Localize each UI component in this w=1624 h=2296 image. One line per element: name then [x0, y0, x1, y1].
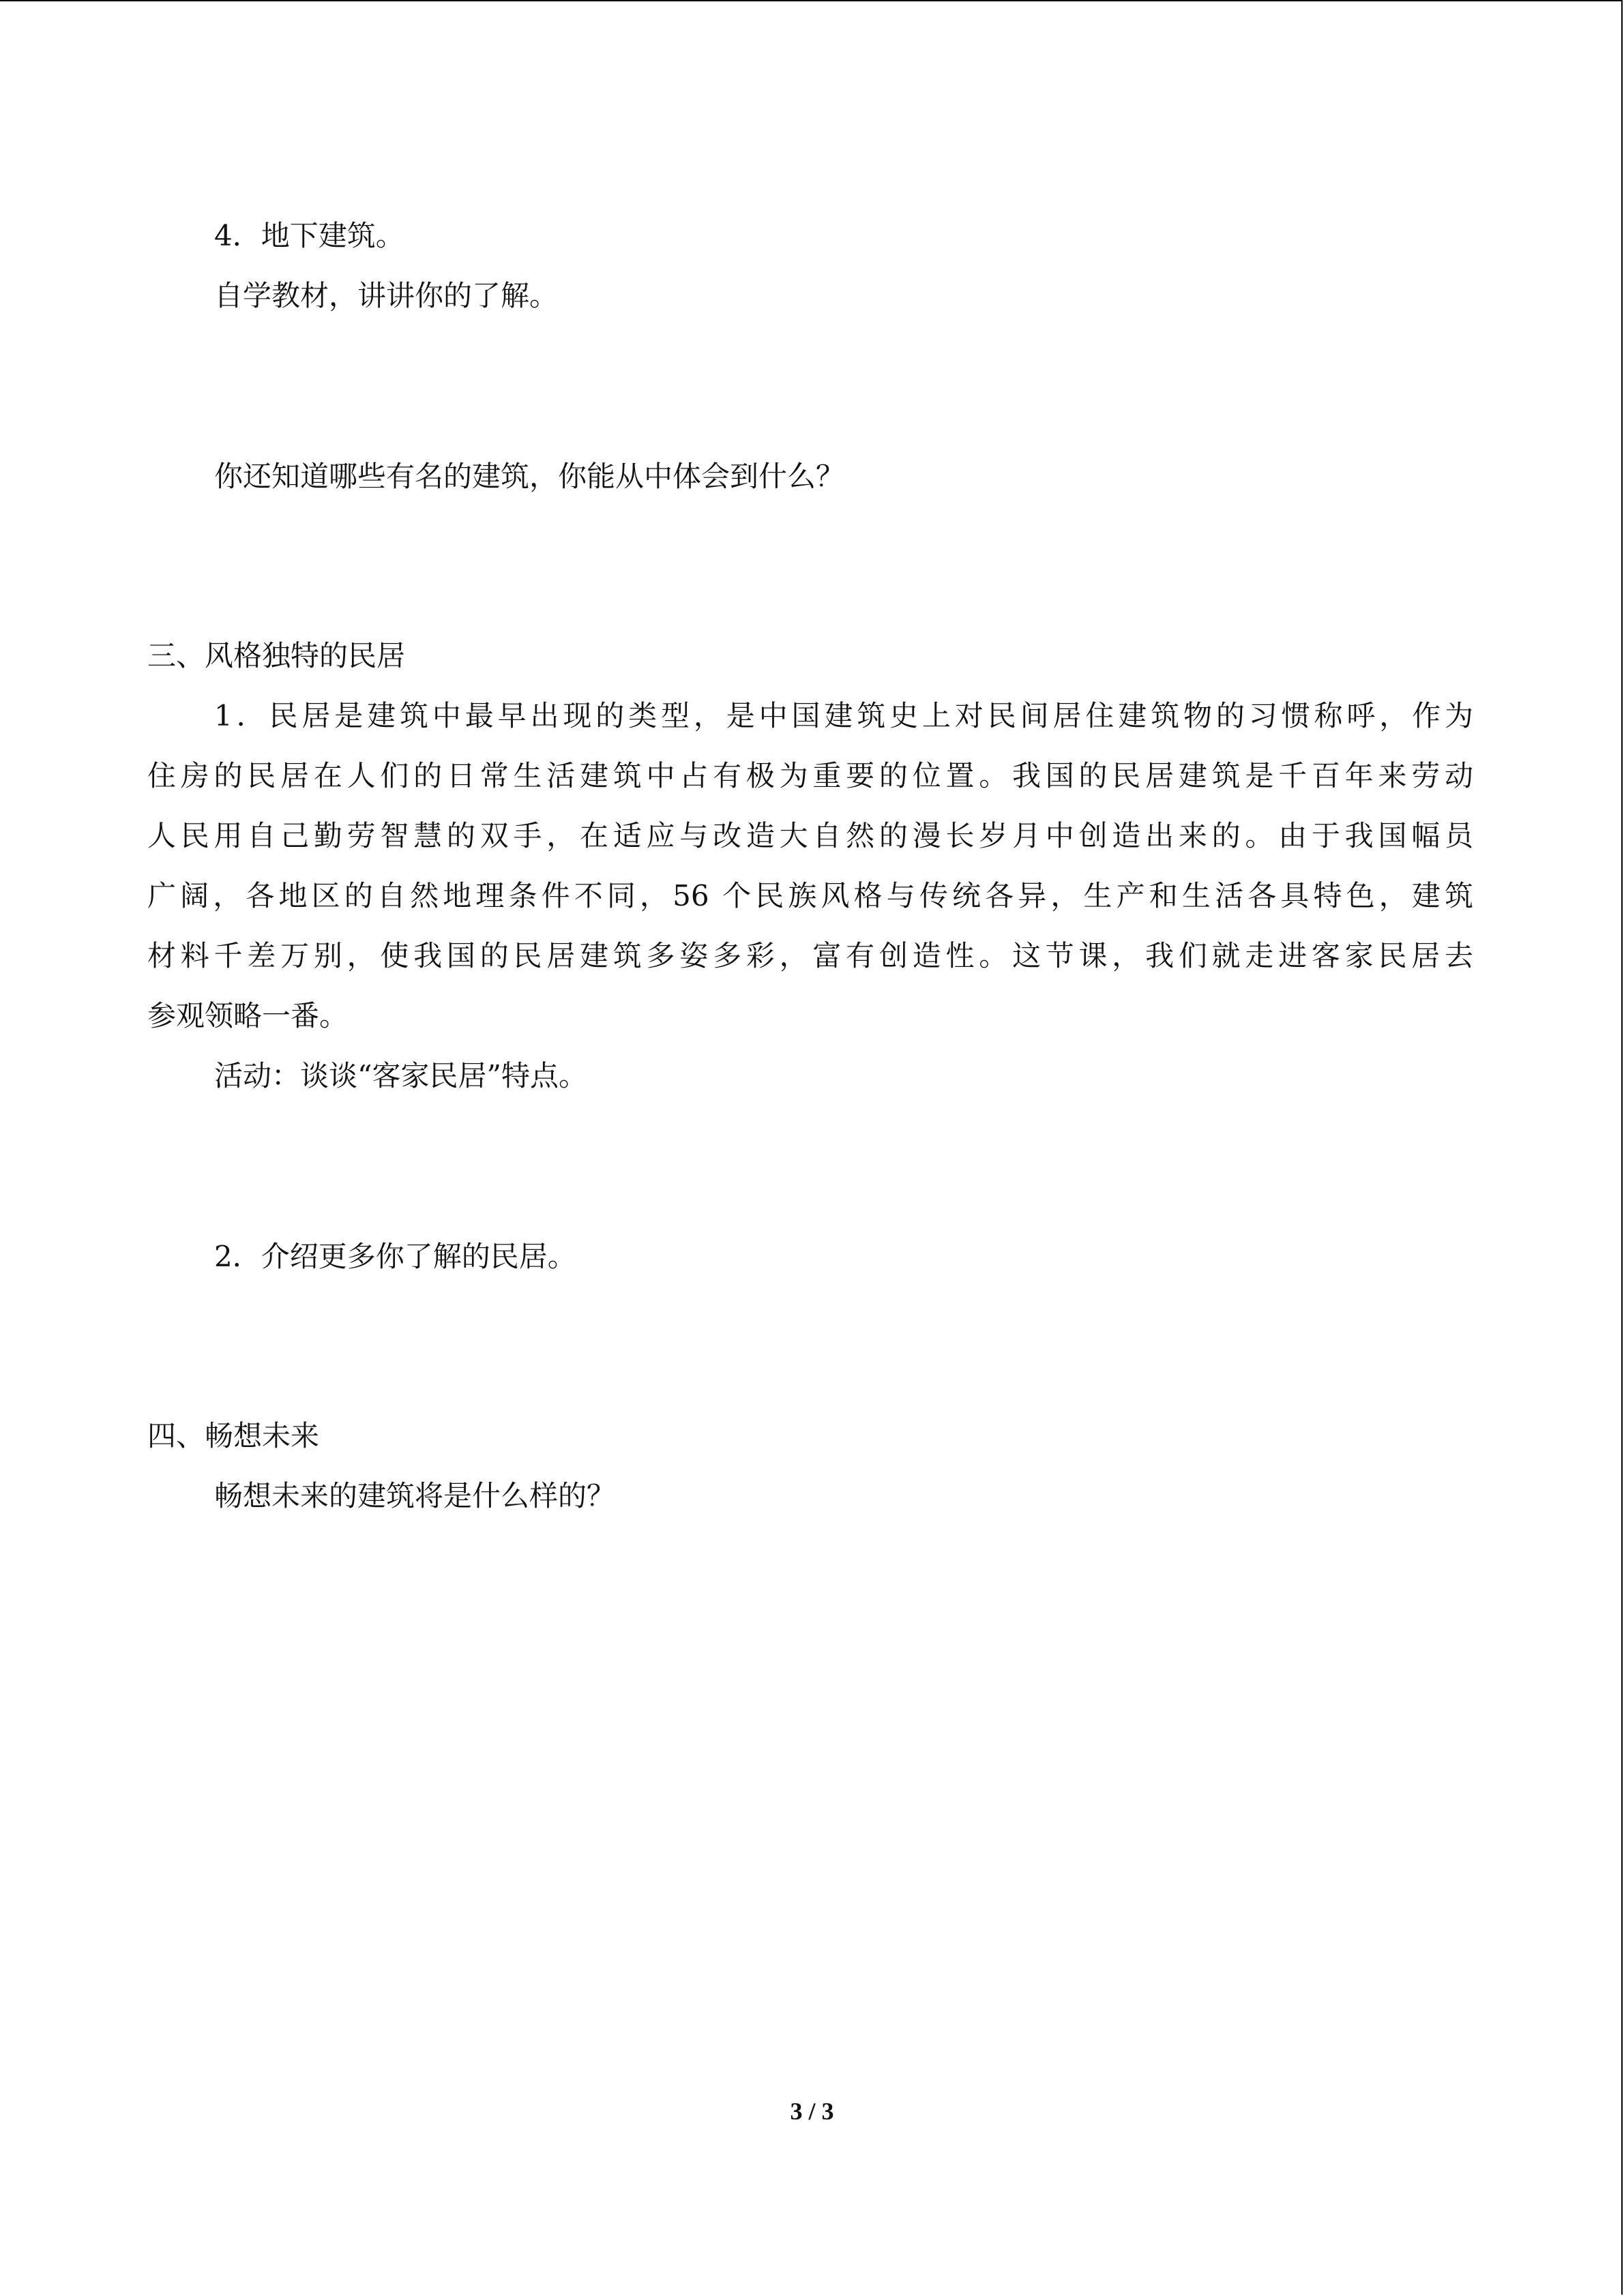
section-heading-folk-houses: 三、风格独特的民居 [147, 639, 406, 672]
folk-house-paragraph-line: 材料千差万别，使我国的民居建筑多姿多彩，富有创造性。这节课，我们就走进客家民居去 [147, 939, 1473, 972]
future-buildings-question: 畅想未来的建筑将是什么样的？ [214, 1479, 616, 1512]
folk-house-paragraph-line: 1．民居是建筑中最早出现的类型，是中国建筑史上对民间居住建筑物的习惯称呼，作为 [214, 699, 1473, 732]
hakka-activity: 活动：谈谈“客家民居”特点。 [214, 1059, 587, 1092]
section-heading-underground-buildings: 4．地下建筑。 [214, 219, 404, 252]
folk-house-paragraph-line: 住房的民居在人们的日常生活建筑中占有极为重要的位置。我国的民居建筑是千百年来劳动 [147, 759, 1473, 792]
folk-house-paragraph-line: 参观领略一番。 [147, 999, 349, 1032]
more-folk-houses-item: 2．介绍更多你了解的民居。 [214, 1240, 576, 1273]
self-study-prompt: 自学教材，讲讲你的了解。 [214, 279, 559, 312]
section-heading-future: 四、畅想未来 [147, 1419, 320, 1452]
folk-house-paragraph-line: 广阔，各地区的自然地理条件不同，56 个民族风格与传统各异，生产和生活各具特色，建筑 [147, 879, 1473, 912]
famous-buildings-question: 你还知道哪些有名的建筑，你能从中体会到什么？ [214, 460, 845, 493]
page-number: 3 / 3 [790, 2098, 834, 2125]
folk-house-paragraph-line: 人民用自己勤劳智慧的双手，在适应与改造大自然的漫长岁月中创造出来的。由于我国幅员 [147, 819, 1473, 852]
